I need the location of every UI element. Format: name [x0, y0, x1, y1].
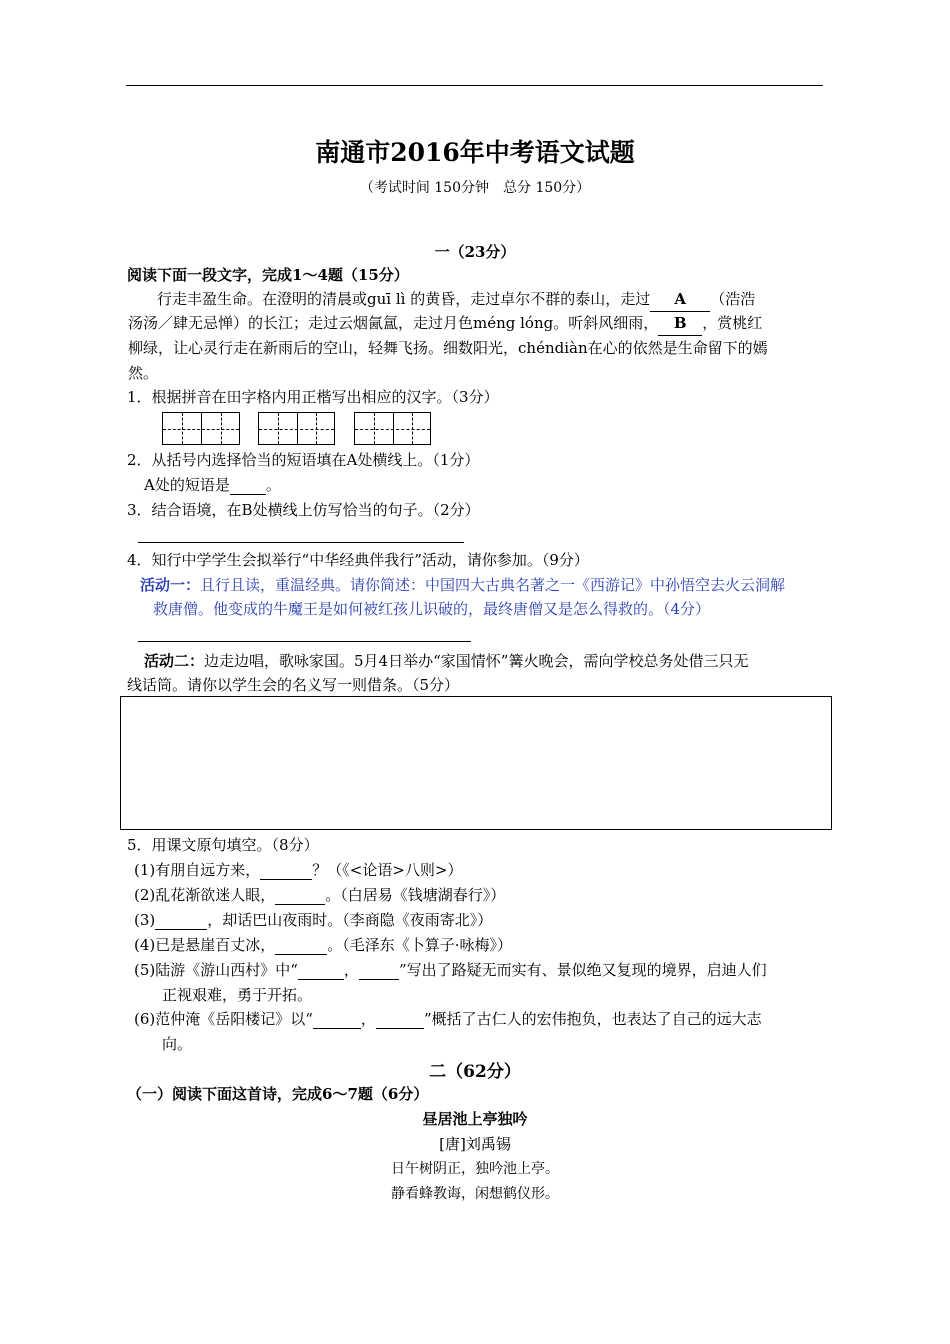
- activity-one-line-2: 救唐僧。他变成的牛魔王是如何被红孩儿识破的，最终唐僧又是怎么得救的。（4分）: [153, 600, 711, 618]
- fill-blank[interactable]: [275, 936, 327, 955]
- poem-title: 昼居池上亭独吟: [422, 1110, 528, 1128]
- fill-item-3: (3) ，却话巴山夜雨时。（李商隐《夜雨寄北》）: [134, 911, 493, 929]
- fill-item-4: (4)已是悬崖百丈冰， 。（毛泽东《卜算子·咏梅》）: [134, 936, 513, 954]
- question-4: 4．知行中学学生会拟举行“中华经典伴我行”活动，请你参加。（9分）: [127, 551, 589, 569]
- fill-blank[interactable]: [275, 886, 325, 905]
- section-one-heading: 一（23分）: [434, 243, 516, 261]
- question-2: 2．从括号内选择恰当的短语填在A处横线上。（1分）: [127, 451, 480, 469]
- fill-item-6-continued: 向。: [162, 1035, 193, 1053]
- tianzi-grid-2[interactable]: [258, 412, 335, 445]
- fill-blank[interactable]: [155, 911, 207, 930]
- section-two-heading: 二（62分）: [429, 1062, 521, 1082]
- activity-one-line-1: 活动一：且行且读，重温经典。请你简述：中国四大古典名著之一《西游记》中孙悟空去火云洞解: [140, 576, 786, 594]
- passage-instruction: 阅读下面一段文字，完成1～4题（15分）: [127, 266, 409, 284]
- fill-blank[interactable]: [260, 861, 312, 880]
- activity-two-label: 活动二：: [144, 652, 205, 670]
- activity-two-line-2: 线话筒。请你以学生会的名义写一则借条。（5分）: [127, 676, 460, 694]
- fill-item-1: (1)有朋自远方来， ？（《<论语>八则>）: [134, 861, 463, 879]
- blank-b[interactable]: B: [658, 311, 702, 336]
- answer-line-q3[interactable]: [138, 542, 464, 543]
- activity-one-label: 活动一：: [140, 576, 201, 594]
- question-3: 3．结合语境，在B处横线上仿写恰当的句子。（2分）: [127, 501, 480, 519]
- poem-author: [唐]刘禹锡: [439, 1135, 511, 1153]
- answer-line-activity-one[interactable]: [138, 641, 471, 642]
- passage-line-3: 柳绿，让心灵行走在新雨后的空山，轻舞飞扬。细数阳光，chéndiàn在心的依然是生命留下的嫣: [128, 339, 768, 357]
- activity-two-line-1: 活动二：边走边唱，歌咏家国。5月4日举办“家国情怀”篝火晚会，需向学校总务处借三只无: [144, 652, 749, 670]
- blank-a[interactable]: A: [650, 287, 710, 312]
- fill-blank[interactable]: [359, 961, 399, 980]
- fill-item-6: (6)范仲淹《岳阳楼记》以“ ， ”概括了古仁人的宏伟抱负，也表达了自己的远大志: [134, 1010, 762, 1028]
- poem-line-1: 日午树阴正，独吟池上亭。: [391, 1161, 559, 1177]
- page-title: 南通市2016年中考语文试题: [315, 138, 635, 167]
- fill-item-5: (5)陆游《游山西村》中“ ， ”写出了路疑无而实有、景似绝又复现的境界，启迪人们: [134, 961, 767, 979]
- exam-info: （考试时间 150分钟 总分 150分）: [359, 180, 591, 196]
- fill-item-5-continued: 正视艰难，勇于开拓。: [162, 986, 313, 1004]
- fill-blank[interactable]: [313, 1010, 361, 1029]
- question-1: 1．根据拼音在田字格内用正楷写出相应的汉字。（3分）: [127, 388, 499, 406]
- poem-instruction: （一）阅读下面这首诗，完成6～7题（6分）: [127, 1085, 429, 1103]
- tianzi-grid-3[interactable]: [354, 412, 431, 445]
- question-5: 5．用课文原句填空。（8分）: [127, 836, 319, 854]
- borrow-note-answer-box[interactable]: [120, 696, 832, 830]
- header-rule: [126, 85, 823, 86]
- passage-line-4: 然。: [128, 364, 159, 382]
- fill-item-2: (2)乱花渐欲迷人眼， 。（白居易《钱塘湖春行》）: [134, 886, 506, 904]
- fill-blank[interactable]: [298, 961, 344, 980]
- poem-line-2: 静看蜂教诲，闲想鹤仪形。: [391, 1186, 559, 1202]
- question-2-answer: A处的短语是 。: [144, 476, 281, 494]
- tianzi-grid-1[interactable]: [162, 412, 240, 445]
- passage-line-2: 汤汤／肆无忌惮）的长江；走过云烟氤氲，走过月色méng lóng。听斜风细雨， B ，赏桃红: [128, 311, 762, 336]
- passage-line-1: 行走丰盈生命。在澄明的清晨或guī lì 的黄昏，走过卓尔不群的泰山，走过 A （浩浩: [157, 287, 755, 312]
- answer-blank[interactable]: [230, 476, 266, 495]
- fill-blank[interactable]: [376, 1010, 424, 1029]
